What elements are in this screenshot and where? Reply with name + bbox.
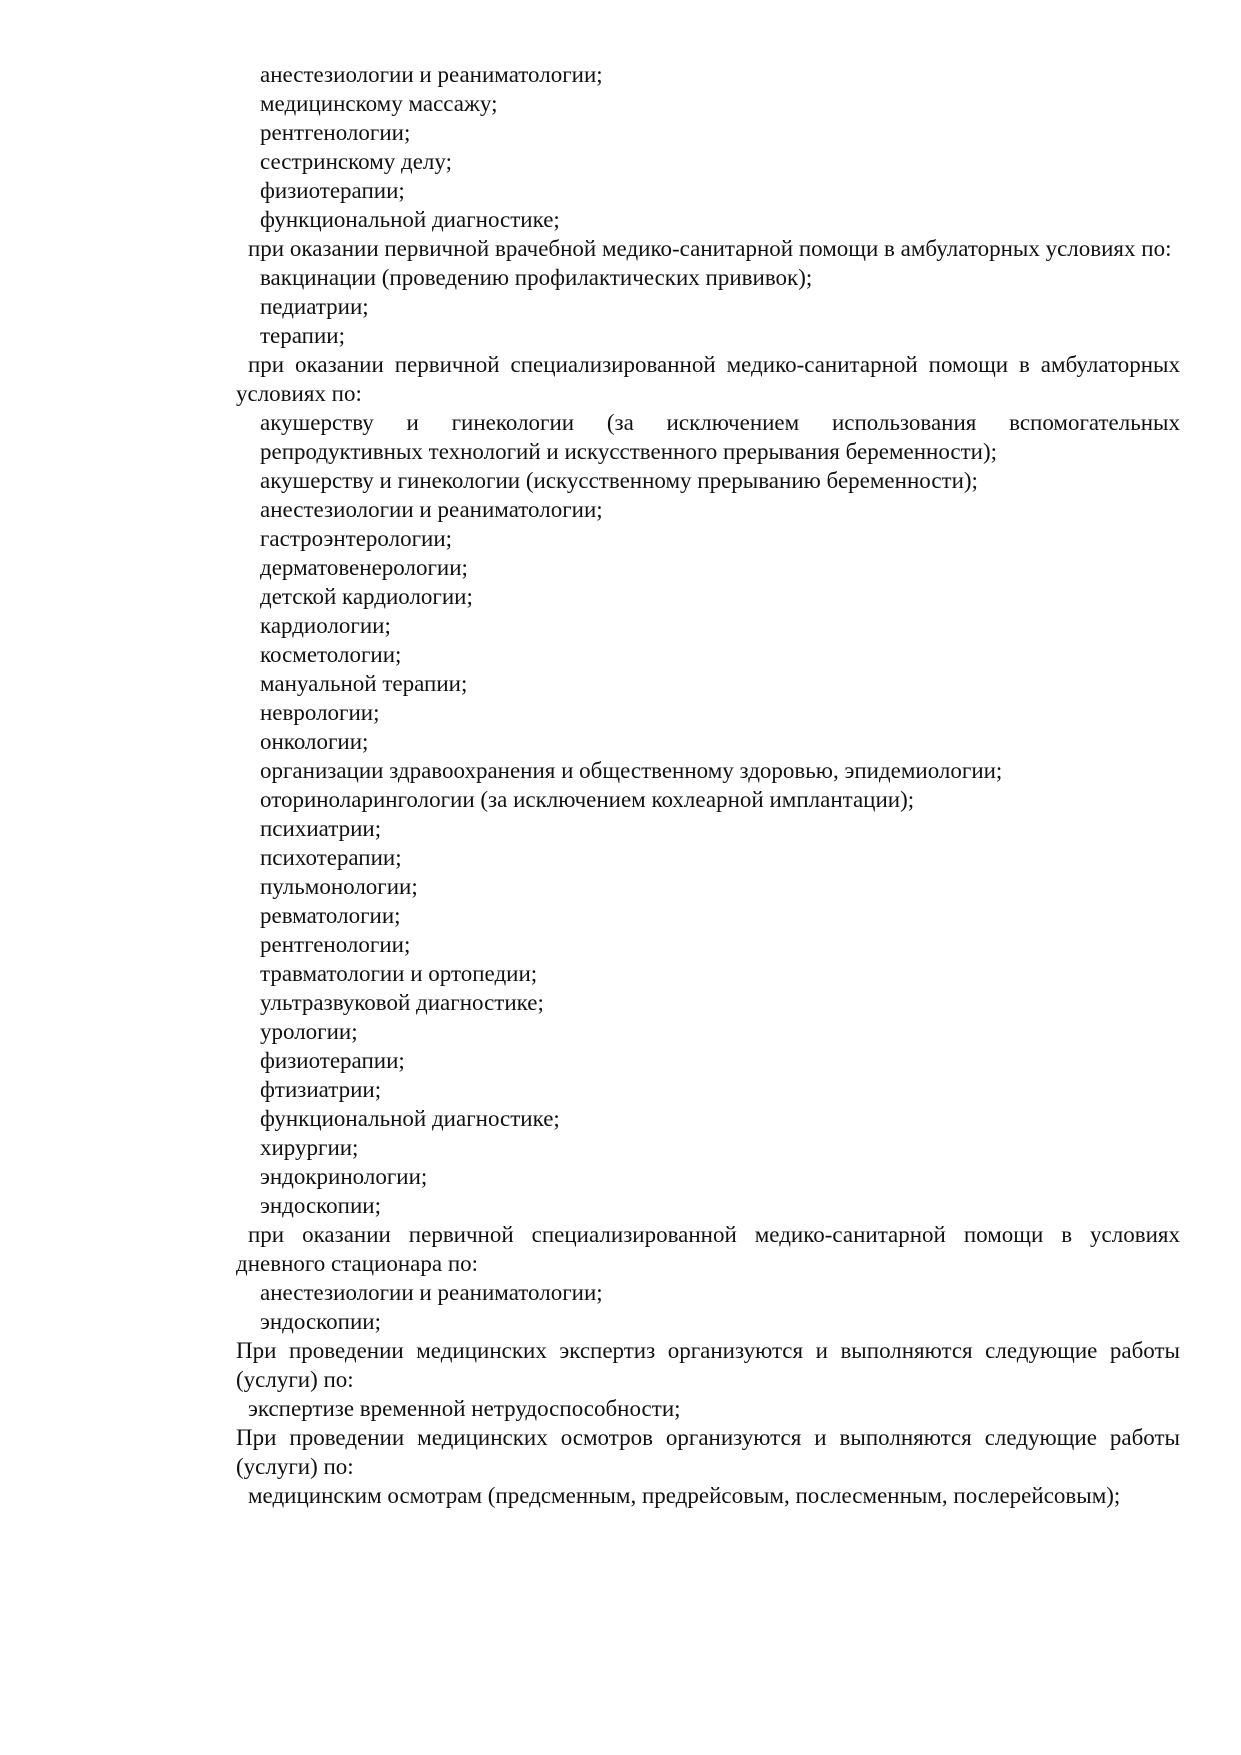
document-list-item: анестезиологии и реаниматологии; <box>260 497 603 522</box>
document-list-item: хирургии; <box>260 1135 359 1160</box>
document-list-item: ультразвуковой диагностике; <box>260 990 544 1015</box>
document-paragraph: акушерству и гинекологии (за исключением использования вспомогательных репродуктивных технологий и искусственного прерывания беременности); <box>260 410 1180 464</box>
document-list-item: функциональной диагностике; <box>260 207 560 232</box>
document-list-item: физиотерапии; <box>260 178 405 203</box>
document-list-item: урологии; <box>260 1019 358 1044</box>
document-list-item: пульмонологии; <box>260 874 418 899</box>
document-list-item: психотерапии; <box>260 845 402 870</box>
document-paragraph: При проведении медицинских осмотров организуются и выполняются следующие работы (услуги) по: <box>236 1425 1180 1479</box>
document-list-item: ревматологии; <box>260 903 401 928</box>
document-list-item: дерматовенерологии; <box>260 555 468 580</box>
document-list-item: экспертизе временной нетрудоспособности; <box>248 1396 681 1421</box>
document-list-item: фтизиатрии; <box>260 1077 382 1102</box>
document-list-item: кардиологии; <box>260 613 391 638</box>
document-list-item: эндокринологии; <box>260 1164 428 1189</box>
document-list-item: сестринскому делу; <box>260 149 452 174</box>
document-list-item: травматологии и ортопедии; <box>260 961 538 986</box>
document-list-item: оториноларингологии (за исключением кохлеарной имплантации); <box>260 787 915 812</box>
document-list-item: эндоскопии; <box>260 1193 381 1218</box>
document-list-item: медицинскому массажу; <box>260 91 498 116</box>
document-list-item: вакцинации (проведению профилактических прививок); <box>260 265 813 290</box>
document-list-item: рентгенологии; <box>260 932 411 957</box>
document-list-item: гастроэнтерологии; <box>260 526 453 551</box>
document-list-item: косметологии; <box>260 642 402 667</box>
document-list-item: функциональной диагностике; <box>260 1106 560 1131</box>
document-list-item: акушерству и гинекологии (искусственному прерыванию беременности); <box>260 468 978 493</box>
document-list-item: физиотерапии; <box>260 1048 405 1073</box>
document-list-item: анестезиологии и реаниматологии; <box>260 1280 603 1305</box>
document-paragraph: при оказании первичной врачебной медико-санитарной помощи в амбулаторных условиях по: <box>248 236 1172 261</box>
document-list-item: онкологии; <box>260 729 369 754</box>
document-list-item: анестезиологии и реаниматологии; <box>260 62 603 87</box>
document-list-item: рентгенологии; <box>260 120 411 145</box>
document-list-item: организации здравоохранения и общественному здоровью, эпидемиологии; <box>260 758 1003 783</box>
document-list-item: психиатрии; <box>260 816 382 841</box>
document-page <box>236 60 1180 1510</box>
document-list-item: эндоскопии; <box>260 1309 381 1334</box>
document-list-item: детской кардиологии; <box>260 584 473 609</box>
document-paragraph: При проведении медицинских экспертиз организуются и выполняются следующие работы (услуги) по: <box>236 1338 1180 1392</box>
document-list-item: неврологии; <box>260 700 380 725</box>
document-paragraph: медицинским осмотрам (предсменным, предрейсовым, послесменным, послерейсовым); <box>248 1483 1121 1508</box>
document-list-item: педиатрии; <box>260 294 369 319</box>
document-list-item: мануальной терапии; <box>260 671 468 696</box>
document-paragraph: при оказании первичной специализированной медико-санитарной помощи в амбулаторных условиях по: <box>236 352 1180 406</box>
document-list-item: терапии; <box>260 323 345 348</box>
document-paragraph: при оказании первичной специализированной медико-санитарной помощи в условиях дневного стационара по: <box>236 1222 1180 1276</box>
